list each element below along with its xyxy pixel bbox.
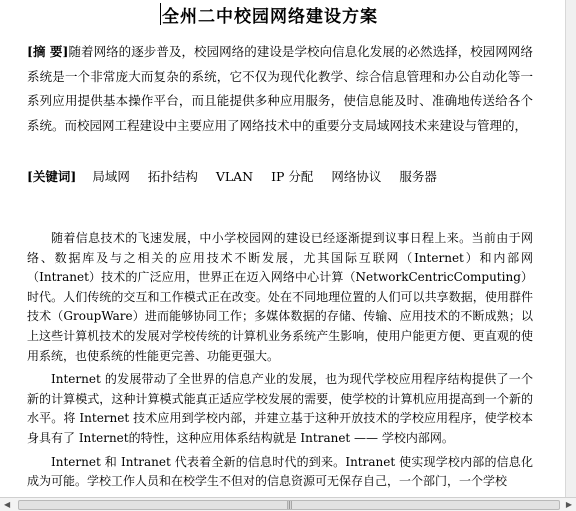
body-paragraph: 随着信息技术的飞速发展，中小学校园网的建设已经逐渐提到议事日程上来。当前由于网络、数据库及与之相关的应用技术不断发展，尤其国际互联网（Internet）和内部网（Intranet）技术的广泛应用，世界正在迈入网络中心计算（NetworkCentricComputing）时代。人们传统的交互和工作模式正在改变。处在不同地理位置的人们可以共享数据，使用群件技术（GroupWare）进而能够协同工作；多媒体数据的存储、传输、应用技术的不断成熟；以上这些计算机技术的发展对学校传统的计算机业务系统产生影响，使用户能更方便、更直观的使用系统，也使系统的性能更完善、功能更强大。 [27,231,533,363]
scroll-left-arrow-icon[interactable]: ◀ [4,500,11,509]
horizontal-scroll-thumb[interactable] [18,500,560,510]
abstract-paragraph [27,40,533,138]
document-title: 全州二中校园网络建设方案 [162,7,378,27]
scroll-right-arrow-icon[interactable]: ▶ [565,500,572,509]
keyword: 局域网 [92,169,130,184]
keyword: VLAN [215,169,254,184]
keywords-line [27,167,451,187]
keyword: 服务器 [399,169,437,184]
vertical-scrollbar[interactable] [565,0,576,498]
text-cursor [160,3,161,25]
body-paragraph: Internet 和 Intranet 代表着全新的信息时代的到来。Intranet 使实现学校内部的信息化成为可能。学校工作人员和在校学生不但对的信息资源可无保存自己，一个部门，一个学校 [27,454,533,489]
keyword: 网络协议 [331,169,382,184]
keyword: 拓扑结构 [147,169,198,184]
scroll-grip-icon: ||| [286,500,292,509]
abstract-text: 随着网络的逐步普及，校园网络的建设是学校向信息化发展的必然选择，校园网网络系统是一个非常庞大而复杂的系统，它不仅为现代化教学、综合信息管理和办公自动化等一系列应用提供基本操作平台，而且能提供多种应用服务，使信息能及时、准确地传送给各个系统。而校园网工程建设中主要应用了网络技术中的重要分支局域网技术来建设与管理的， [27,44,533,133]
body-paragraph: Internet 的发展带动了全世界的信息产业的发展，也为现代学校应用程序结构提供了一个新的计算模式，这种计算模式能真正适应学校发展的需要，使学校的计算机应用提高到一个新的水平。将 Internet 技术应用到学校内部，并建立基于这种开放技术的学校应用程序，使学校本身具有了 Internet的特性，这种应用体系结构就是 Intranet —— 学校内部网。 [27,372,533,445]
abstract-label: [摘 要] [27,44,69,59]
horizontal-scrollbar[interactable] [0,497,576,511]
keywords-label: [关键词] [27,169,77,184]
document-body [27,229,533,496]
keyword: IP 分配 [271,169,314,184]
